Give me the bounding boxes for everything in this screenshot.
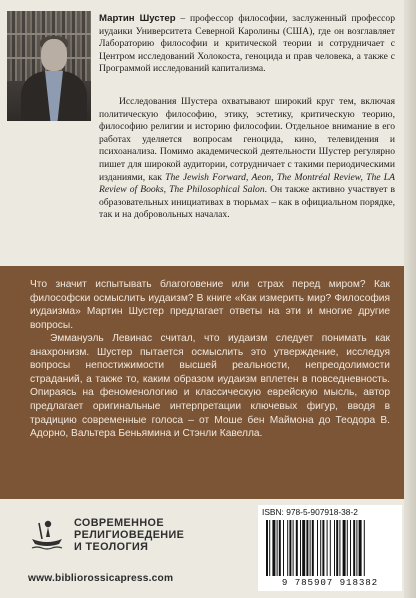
research-outro: . Он также активно участвует в образовательных инициативах в тюрьмах – как в официальном порядке, так и на добровольных началах. xyxy=(99,184,395,221)
research-intro: Исследования Шустера охватывают широкий круг тем, включая политическую философию, этику, эстетику, критическую теорию, философию религии и историю философии. Отдельное внимание в его работах уделяется вопросам геноцида, кино, телевидения и психоанализа. Помимо академической деятельности Шустер регулярно пишет для широкой аудитории, сотрудничает с такими периодическими изданиями, как xyxy=(99,96,395,183)
spine-shadow xyxy=(404,0,416,598)
publications-list: The Jewish Forward, Aeon, The Montréal Review, The LA Review of Books, The Philosophical Salon xyxy=(99,171,395,196)
author-bio-text: – профессор философии, заслуженный профессор иудаики Университета Северной Каролины (США), где он возглавляет Лабораторию философии и критической теории и сотрудничает с Центром исследований Холокоста, геноцида и прав человека, а также с Программой исследований капитализма. xyxy=(99,13,395,75)
series-title xyxy=(74,517,184,553)
barcode-icon xyxy=(266,520,394,576)
isbn-label: ISBN: 978-5-907918-38-2 xyxy=(262,507,358,517)
annotation-questions: Что значит испытывать благоговение или страх перед миром? Как философски осмыслить иудаизм? В книге «Как измерить мир? Философия иудаизма» Мартин Шустер предлагает ответы на эти и многие другие вопросы. xyxy=(30,279,390,331)
bookshelf-row xyxy=(7,11,91,33)
author-name: Мартин Шустер xyxy=(99,13,176,24)
author-research xyxy=(99,96,395,222)
author-bio xyxy=(99,13,395,76)
series-line-1: СОВРЕМЕННОЕ xyxy=(74,517,164,529)
author-photo xyxy=(7,11,91,121)
barcode-digits: 9 785907 918382 xyxy=(281,577,379,588)
series-line-2: РЕЛИГИОВЕДЕНИЕ xyxy=(74,529,185,541)
annotation-body: Эммануэль Левинас считал, что иудаизм следует понимать как анахронизм. Шустер пытается осмыслить это утверждение, исследуя вопросы непостижимости высшей реальности, непреодолимости страданий, а также то, каким образом иудаизм вплетен в повседневность. Опираясь на феноменологию и классическую еврейскую мысль, автор предлагает оригинальные интерпретации ключевых фигур, вводя в традицию современные голоса – от Моше бен Маймона до Теодора В. Адорно, Вальтера Беньямина и Стэнли Кавелла. xyxy=(30,333,390,440)
annotation-panel xyxy=(0,266,404,499)
boat-with-figure-icon xyxy=(28,517,66,555)
series-line-3: И ТЕОЛОГИЯ xyxy=(74,541,149,553)
author-head xyxy=(41,39,67,71)
publisher-url: www.bibliorossicapress.com xyxy=(28,573,174,584)
